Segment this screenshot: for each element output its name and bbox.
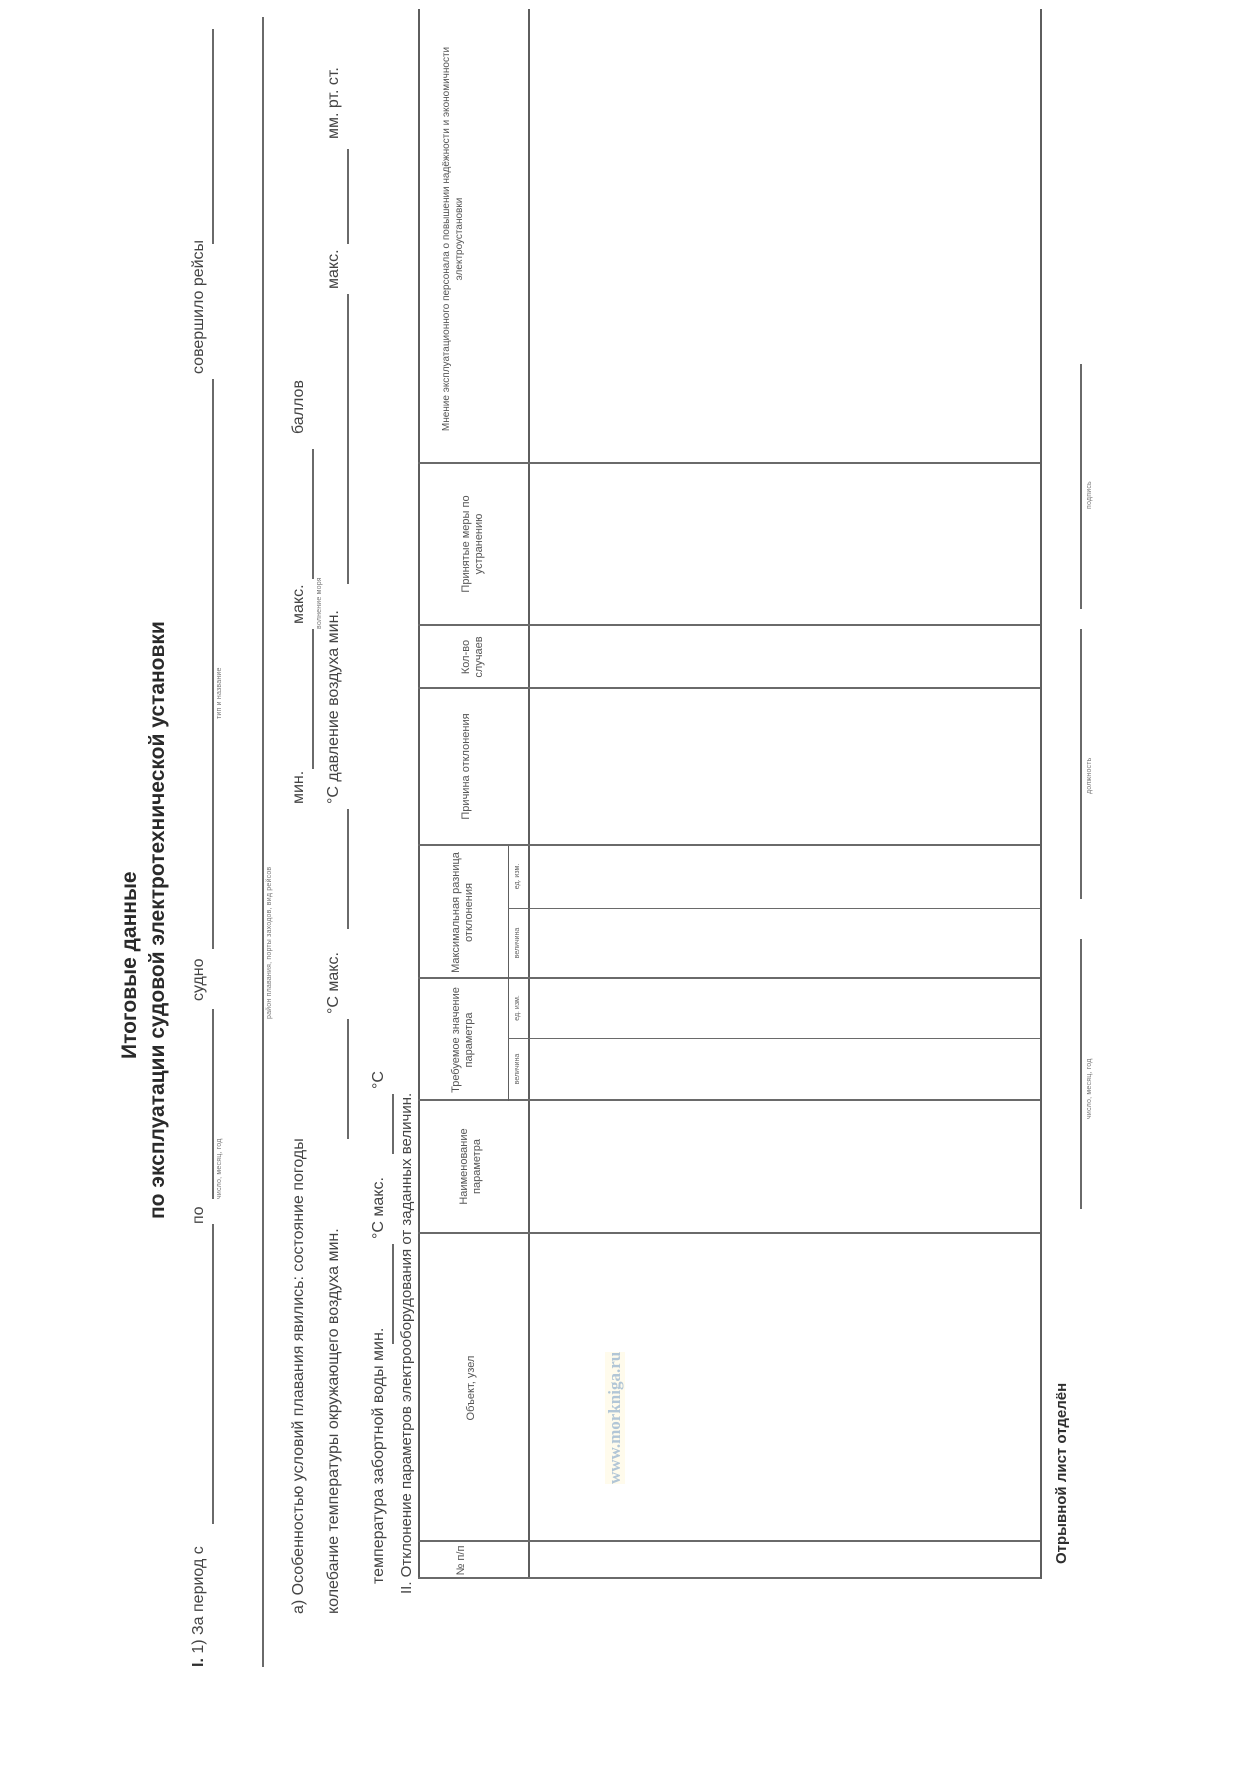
mmhg-label: мм. рт. ст. [325, 67, 342, 139]
section-1-label [190, 1546, 208, 1667]
vessel-field[interactable] [212, 379, 214, 949]
header-required-value: Требуемое значение параметра [450, 987, 475, 1093]
header-max-diff-magnitude: величина [514, 927, 521, 959]
header-staff-opinion: Мнение эксплуатационного персонала о повышении надёжности и экономичности электроустановки [441, 46, 465, 432]
signature-hint: подпись [1086, 481, 1093, 509]
col-border [418, 687, 1040, 689]
detached-label: Отрывной лист отделён [1053, 1382, 1070, 1564]
subcol-border [508, 908, 1040, 909]
air-temp-label: колебание температуры окружающего воздуха мин. [325, 1228, 342, 1614]
weather-label: а) Особенностью условий плавания явились: состояние погоды [290, 1138, 307, 1614]
col-border [418, 624, 1040, 626]
signature-field[interactable] [1080, 364, 1082, 609]
pressure-min-field[interactable] [347, 294, 349, 584]
water-temp-min-field[interactable] [392, 1244, 394, 1344]
table-header-bottom [528, 9, 530, 1579]
header-required-unit: ед. изм. [514, 995, 521, 1021]
sea-hint: волнение моря [316, 577, 323, 629]
table-top-border [418, 9, 420, 1579]
subcol-border [508, 1038, 1040, 1039]
header-max-diff-unit: ед. изм. [514, 863, 521, 890]
voyages-label: совершило рейсы [190, 239, 207, 374]
header-parameter-name: Наименование параметра [458, 1128, 483, 1205]
pressure-label: °С давление воздуха мин. [325, 610, 342, 804]
water-temp-label: температура забортной воды мин. [370, 1327, 387, 1584]
watermark: www.morkniga.ru [605, 1351, 624, 1484]
header-required-magnitude: величина [514, 1053, 521, 1085]
pressure-max-field[interactable] [347, 149, 349, 244]
header-max-diff: Максимальная разница отклонения [450, 852, 475, 973]
title-line-1: Итоговые данные [118, 871, 141, 1059]
air-temp-min-field[interactable] [347, 1019, 349, 1139]
subheader-line-required [508, 979, 509, 1101]
col-border [418, 462, 1040, 464]
date-hint: число, месяц, год [216, 1138, 223, 1199]
section-1-prefix: I. [190, 1658, 207, 1667]
air-temp-max-label: °С макс. [325, 952, 342, 1014]
header-case-count: Кол-во случаев [460, 636, 485, 678]
weather-max-field[interactable] [312, 449, 314, 579]
voyages-field[interactable] [212, 29, 214, 244]
vessel-label: судно [190, 958, 207, 1001]
col-border [418, 844, 1040, 846]
period-to-label: по [190, 1206, 207, 1224]
route-hint: район плавания, порты заходов, вид рейсов [266, 866, 273, 1019]
col-border [418, 1232, 1040, 1234]
signature-date-hint: число, месяц, год [1086, 1058, 1093, 1119]
pressure-max-label: макс. [325, 249, 342, 289]
table-bottom-border [1040, 9, 1042, 1579]
header-object: Объект, узел [465, 1355, 477, 1421]
col-border [418, 1540, 1040, 1542]
header-deviation-cause: Причина отклонения [460, 713, 472, 820]
points-label: баллов [290, 380, 307, 434]
signature-position-hint: должность [1086, 757, 1093, 794]
weather-min-field[interactable] [312, 629, 314, 769]
signature-position-field[interactable] [1080, 629, 1082, 899]
section-2-title: II. Отклонение параметров электрооборудования от заданных величин. [398, 1092, 415, 1594]
col-border [418, 977, 1040, 979]
header-number: № п/п [455, 1545, 467, 1576]
col-border [418, 1577, 1040, 1579]
weather-min-label: мин. [290, 770, 307, 804]
vessel-hint: тип и название [216, 667, 223, 719]
col-border [418, 1099, 1040, 1101]
weather-max-label: макс. [290, 584, 307, 624]
header-measures: Принятые меры по устранению [460, 495, 485, 593]
water-temp-deg-label: °С [370, 1071, 387, 1089]
water-temp-max-label: °С макс. [370, 1177, 387, 1239]
period-to-field[interactable] [212, 1009, 214, 1199]
air-temp-max-field[interactable] [347, 809, 349, 929]
period-from-field[interactable] [212, 1224, 214, 1524]
route-field[interactable] [262, 17, 264, 1667]
signature-date-field[interactable] [1080, 939, 1082, 1209]
water-temp-max-field[interactable] [392, 1094, 394, 1154]
period-from-label: 1) За период с [190, 1546, 207, 1654]
subheader-line-max-diff [508, 846, 509, 979]
title-line-2: по эксплуатации судовой электротехнической установки [146, 621, 169, 1219]
